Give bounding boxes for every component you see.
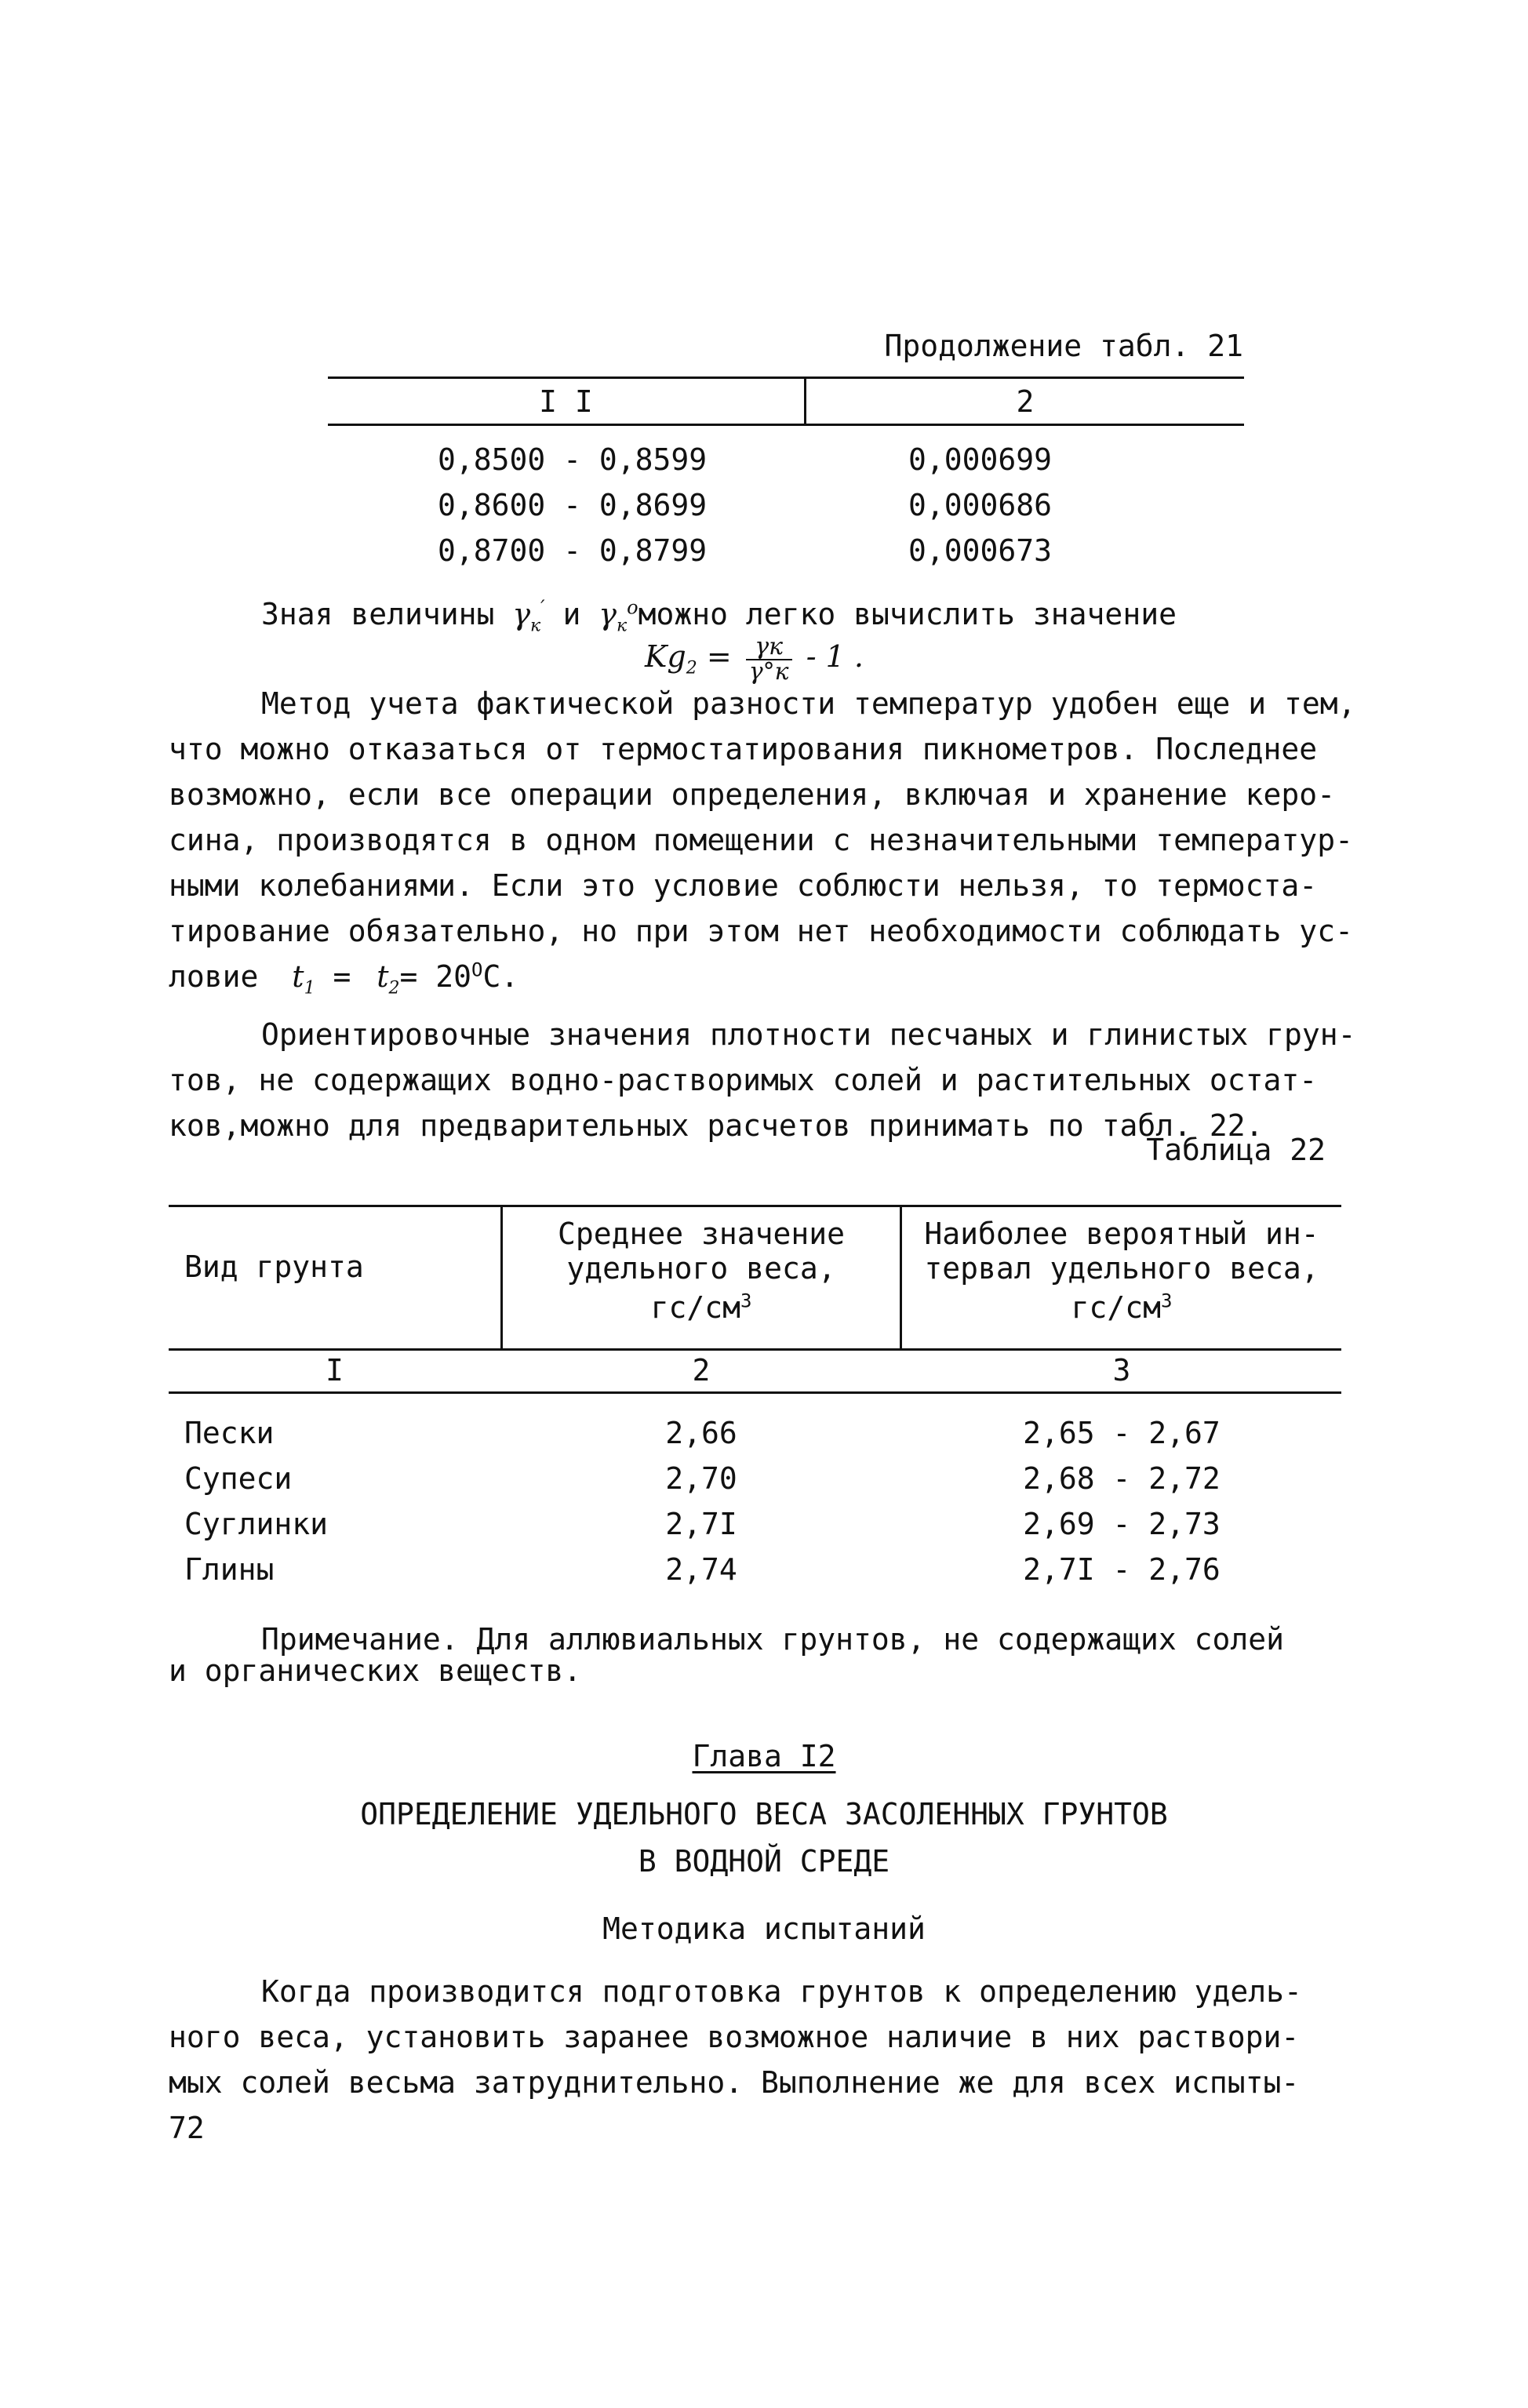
table-column-number: 3 xyxy=(1112,1353,1131,1388)
table-header-col2: 2 xyxy=(1016,384,1035,419)
gamma-k-zero-symbol: $\gamma_к^o$ xyxy=(598,596,638,636)
paragraph-line: ными колебаниями. Если это условие соблюсти нельзя, то термоста- xyxy=(169,868,1318,903)
table-22-caption: Таблица 22 xyxy=(1146,1133,1326,1167)
table-row-value: 0,000686 xyxy=(908,488,1053,522)
table-cell-soil: Суглинки xyxy=(184,1507,329,1541)
table-column-number: 2 xyxy=(692,1353,711,1388)
table-number-rule xyxy=(169,1391,1341,1394)
page-number: 72 xyxy=(169,2111,205,2145)
table-cell-soil: Пески xyxy=(184,1416,275,1450)
paragraph-line: ков,можно для предварительных расчетов принимать по табл. 22. xyxy=(169,1108,1264,1143)
paragraph-line: тирование обязательно, но при этом нет необходимости соблюдать ус- xyxy=(169,914,1353,948)
table-note-line: Примечание. Для аллювиальных грунтов, не содержащих солей xyxy=(261,1622,1285,1657)
table-row-range: 0,8500 - 0,8599 xyxy=(438,442,708,477)
table-note-line: и органических веществ. xyxy=(169,1653,582,1688)
table-header-col1: I I xyxy=(539,384,593,419)
formula-intro-prefix: Зная величины xyxy=(261,597,495,631)
table-header-mean-line: Среднее значение xyxy=(557,1217,846,1251)
paragraph-line: Метод учета фактической разности температур удобен еще и тем, xyxy=(261,686,1356,721)
table-cell-interval: 2,69 - 2,73 xyxy=(1023,1507,1221,1541)
chapter-title-line: ОПРЕДЕЛЕНИЕ УДЕЛЬНОГО ВЕСА ЗАСОЛЕННЫХ ГРУНТОВ xyxy=(360,1797,1168,1831)
table-header-interval-unit: $гс/см^3$ xyxy=(1071,1289,1173,1325)
paragraph-line: сина, производятся в одном помещении с незначительными температур- xyxy=(169,823,1353,857)
table-top-rule xyxy=(169,1205,1341,1207)
paragraph-line: мых солей весьма затруднительно. Выполнение же для всех испыты- xyxy=(169,2065,1300,2100)
paragraph-line: возможно, если все операции определения, включая и хранение керо- xyxy=(169,777,1336,812)
paragraph-line: ного веса, установить заранее возможное наличие в них раствори- xyxy=(169,2020,1300,2054)
table-cell-interval: 2,65 - 2,67 xyxy=(1023,1416,1221,1450)
table-cell-interval: 2,7I - 2,76 xyxy=(1023,1552,1221,1587)
table-cell-soil: Супеси xyxy=(184,1461,293,1496)
table-cell-mean: 2,66 xyxy=(665,1416,737,1450)
paragraph-line: тов, не содержащих водно-растворимых солей и растительных остат- xyxy=(169,1063,1318,1097)
paragraph-line: Когда производится подготовка грунтов к определению удель- xyxy=(261,1974,1302,2009)
table-cell-soil: Глины xyxy=(184,1552,275,1587)
table-cell-mean: 2,74 xyxy=(665,1552,737,1587)
table-header-interval-line: Наиболее вероятный ин- xyxy=(924,1217,1319,1251)
table-header-soil: Вид грунта xyxy=(184,1249,364,1284)
paragraph-line: Ориентировочные значения плотности песчаных и глинистых грун- xyxy=(261,1017,1356,1052)
table-row-range: 0,8700 - 0,8799 xyxy=(438,533,708,568)
formula-intro-line xyxy=(261,591,1177,637)
table-column-number: I xyxy=(326,1353,344,1388)
table-cell-mean: 2,70 xyxy=(665,1461,737,1496)
table-cell-mean: 2,7I xyxy=(665,1507,737,1541)
formula-fraction: $\frac{\gamma к}{\gamma^\circ к}$ xyxy=(746,635,792,684)
formula-kg2: $Kg_2$ = $\frac{\gamma к}{\gamma^\circ к}$ - 1 . xyxy=(645,632,864,686)
table-header-mean-line: удельного веса, xyxy=(566,1251,836,1286)
chapter-label: Глава I2 xyxy=(692,1739,836,1773)
continuation-caption: Продолжение табл. 21 xyxy=(884,329,1243,363)
table-row-value: 0,000673 xyxy=(908,533,1053,568)
formula-intro-suffix: можно легко вычислить значение xyxy=(638,597,1177,631)
table-header-rule xyxy=(328,424,1244,426)
chapter-title-line: В ВОДНОЙ СРЕДЕ xyxy=(638,1844,890,1879)
table-row-value: 0,000699 xyxy=(908,442,1053,477)
table-header-mean-unit: $гс/см^3$ xyxy=(650,1289,752,1325)
formula-intro-and: и xyxy=(562,597,581,631)
table-header-interval-line: тервал удельного веса, xyxy=(924,1251,1319,1286)
section-heading: Методика испытаний xyxy=(602,1911,926,1946)
table-row-range: 0,8600 - 0,8699 xyxy=(438,488,708,522)
paragraph-line-condition: ловие $t_1 = t_2= 20^OC$. xyxy=(169,958,519,998)
table-cell-interval: 2,68 - 2,72 xyxy=(1023,1461,1221,1496)
paragraph-line: что можно отказаться от термостатирования пикнометров. Последнее xyxy=(169,732,1318,766)
gamma-k-prime-symbol: $\gamma_к'$ xyxy=(512,596,545,636)
